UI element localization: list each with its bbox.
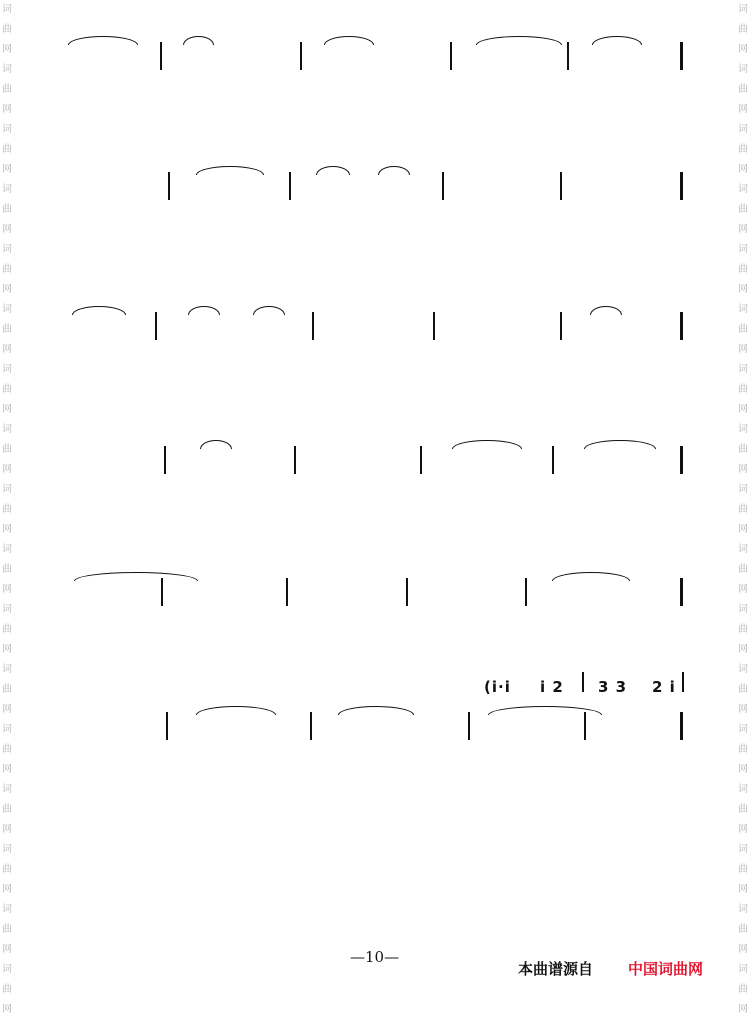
slur bbox=[584, 440, 656, 449]
note: i 2 bbox=[540, 678, 564, 696]
slur bbox=[72, 306, 126, 315]
bar-line bbox=[560, 312, 562, 340]
note: 3 3 bbox=[598, 678, 628, 696]
lyric-line-2 bbox=[0, 784, 750, 810]
page-number: —10— bbox=[350, 948, 400, 966]
lyric-line-1 bbox=[0, 492, 750, 518]
lyric-line-2 bbox=[0, 244, 750, 270]
slur bbox=[188, 306, 220, 315]
note-row bbox=[0, 452, 750, 480]
bar-line bbox=[680, 578, 683, 606]
watermark-right: 词 曲 网 词 曲 网 词 曲 网 词 曲 网 词 曲 网 词 曲 网 词 曲 网 词 曲 网 词 曲 网 词 曲 网 词 曲 网 词 曲 网 词 曲 网 词 曲 网 词 曲 网 词 曲 网 词 曲 网 bbox=[738, 4, 748, 1015]
note-row bbox=[0, 584, 750, 612]
slur bbox=[253, 306, 285, 315]
lyric-line-1 bbox=[0, 758, 750, 784]
bar-line bbox=[468, 712, 470, 740]
bar-line bbox=[310, 712, 312, 740]
slur bbox=[590, 306, 622, 315]
slur bbox=[552, 572, 630, 581]
bar-line bbox=[680, 712, 683, 740]
source-text: 本曲谱源自 bbox=[518, 960, 594, 978]
upper-part-notes bbox=[0, 678, 750, 706]
bar-line bbox=[300, 42, 302, 70]
bar-line bbox=[442, 172, 444, 200]
bar-line bbox=[168, 172, 170, 200]
slur bbox=[592, 36, 642, 45]
bar-line bbox=[289, 172, 291, 200]
bar-line bbox=[680, 172, 683, 200]
bar-line bbox=[552, 446, 554, 474]
note-row bbox=[0, 48, 750, 76]
slur bbox=[476, 36, 562, 45]
slur bbox=[74, 572, 198, 581]
lyric-line-2 bbox=[0, 518, 750, 544]
bar-line bbox=[286, 578, 288, 606]
slur bbox=[68, 36, 138, 45]
slur bbox=[183, 36, 214, 45]
bar-line bbox=[312, 312, 314, 340]
lyric-line-1 bbox=[0, 358, 750, 384]
bar-line bbox=[567, 42, 569, 70]
lyric-line-1 bbox=[0, 624, 750, 650]
bar-line bbox=[155, 312, 157, 340]
watermark-left: 词 曲 网 词 曲 网 词 曲 网 词 曲 网 词 曲 网 词 曲 网 词 曲 网 词 曲 网 词 曲 网 词 曲 网 词 曲 网 词 曲 网 词 曲 网 词 曲 网 词 曲 网 词 曲 网 词 曲 网 bbox=[2, 4, 12, 1015]
bar-line bbox=[680, 312, 683, 340]
lyric-line-2 bbox=[0, 650, 750, 676]
lyric-line-1 bbox=[0, 218, 750, 244]
note-row bbox=[0, 178, 750, 206]
bar-line bbox=[433, 312, 435, 340]
slur bbox=[324, 36, 374, 45]
source-brand-link[interactable]: 中国词曲网 bbox=[628, 960, 704, 978]
bar-line bbox=[166, 712, 168, 740]
bar-line bbox=[164, 446, 166, 474]
lyric-line-2 bbox=[0, 114, 750, 140]
slur bbox=[200, 440, 232, 449]
bar-line bbox=[525, 578, 527, 606]
bar-line bbox=[294, 446, 296, 474]
slur bbox=[316, 166, 350, 175]
bar-line bbox=[582, 672, 584, 692]
bar-line bbox=[161, 578, 163, 606]
slur bbox=[378, 166, 410, 175]
bar-line bbox=[682, 672, 684, 692]
slur bbox=[452, 440, 522, 449]
note-row bbox=[0, 318, 750, 346]
bar-line bbox=[680, 446, 683, 474]
slur bbox=[488, 706, 602, 715]
bar-line bbox=[420, 446, 422, 474]
note: (i·i bbox=[484, 678, 511, 696]
slur bbox=[338, 706, 414, 715]
slur bbox=[196, 166, 264, 175]
bar-line bbox=[560, 172, 562, 200]
lyric-line-1 bbox=[0, 88, 750, 114]
note: 2 i bbox=[652, 678, 676, 696]
bar-line bbox=[584, 712, 586, 740]
slur bbox=[196, 706, 276, 715]
note-row bbox=[0, 718, 750, 746]
bar-line bbox=[680, 42, 683, 70]
bar-line bbox=[450, 42, 452, 70]
lyric-line-2 bbox=[0, 384, 750, 410]
bar-line bbox=[160, 42, 162, 70]
bar-line bbox=[406, 578, 408, 606]
